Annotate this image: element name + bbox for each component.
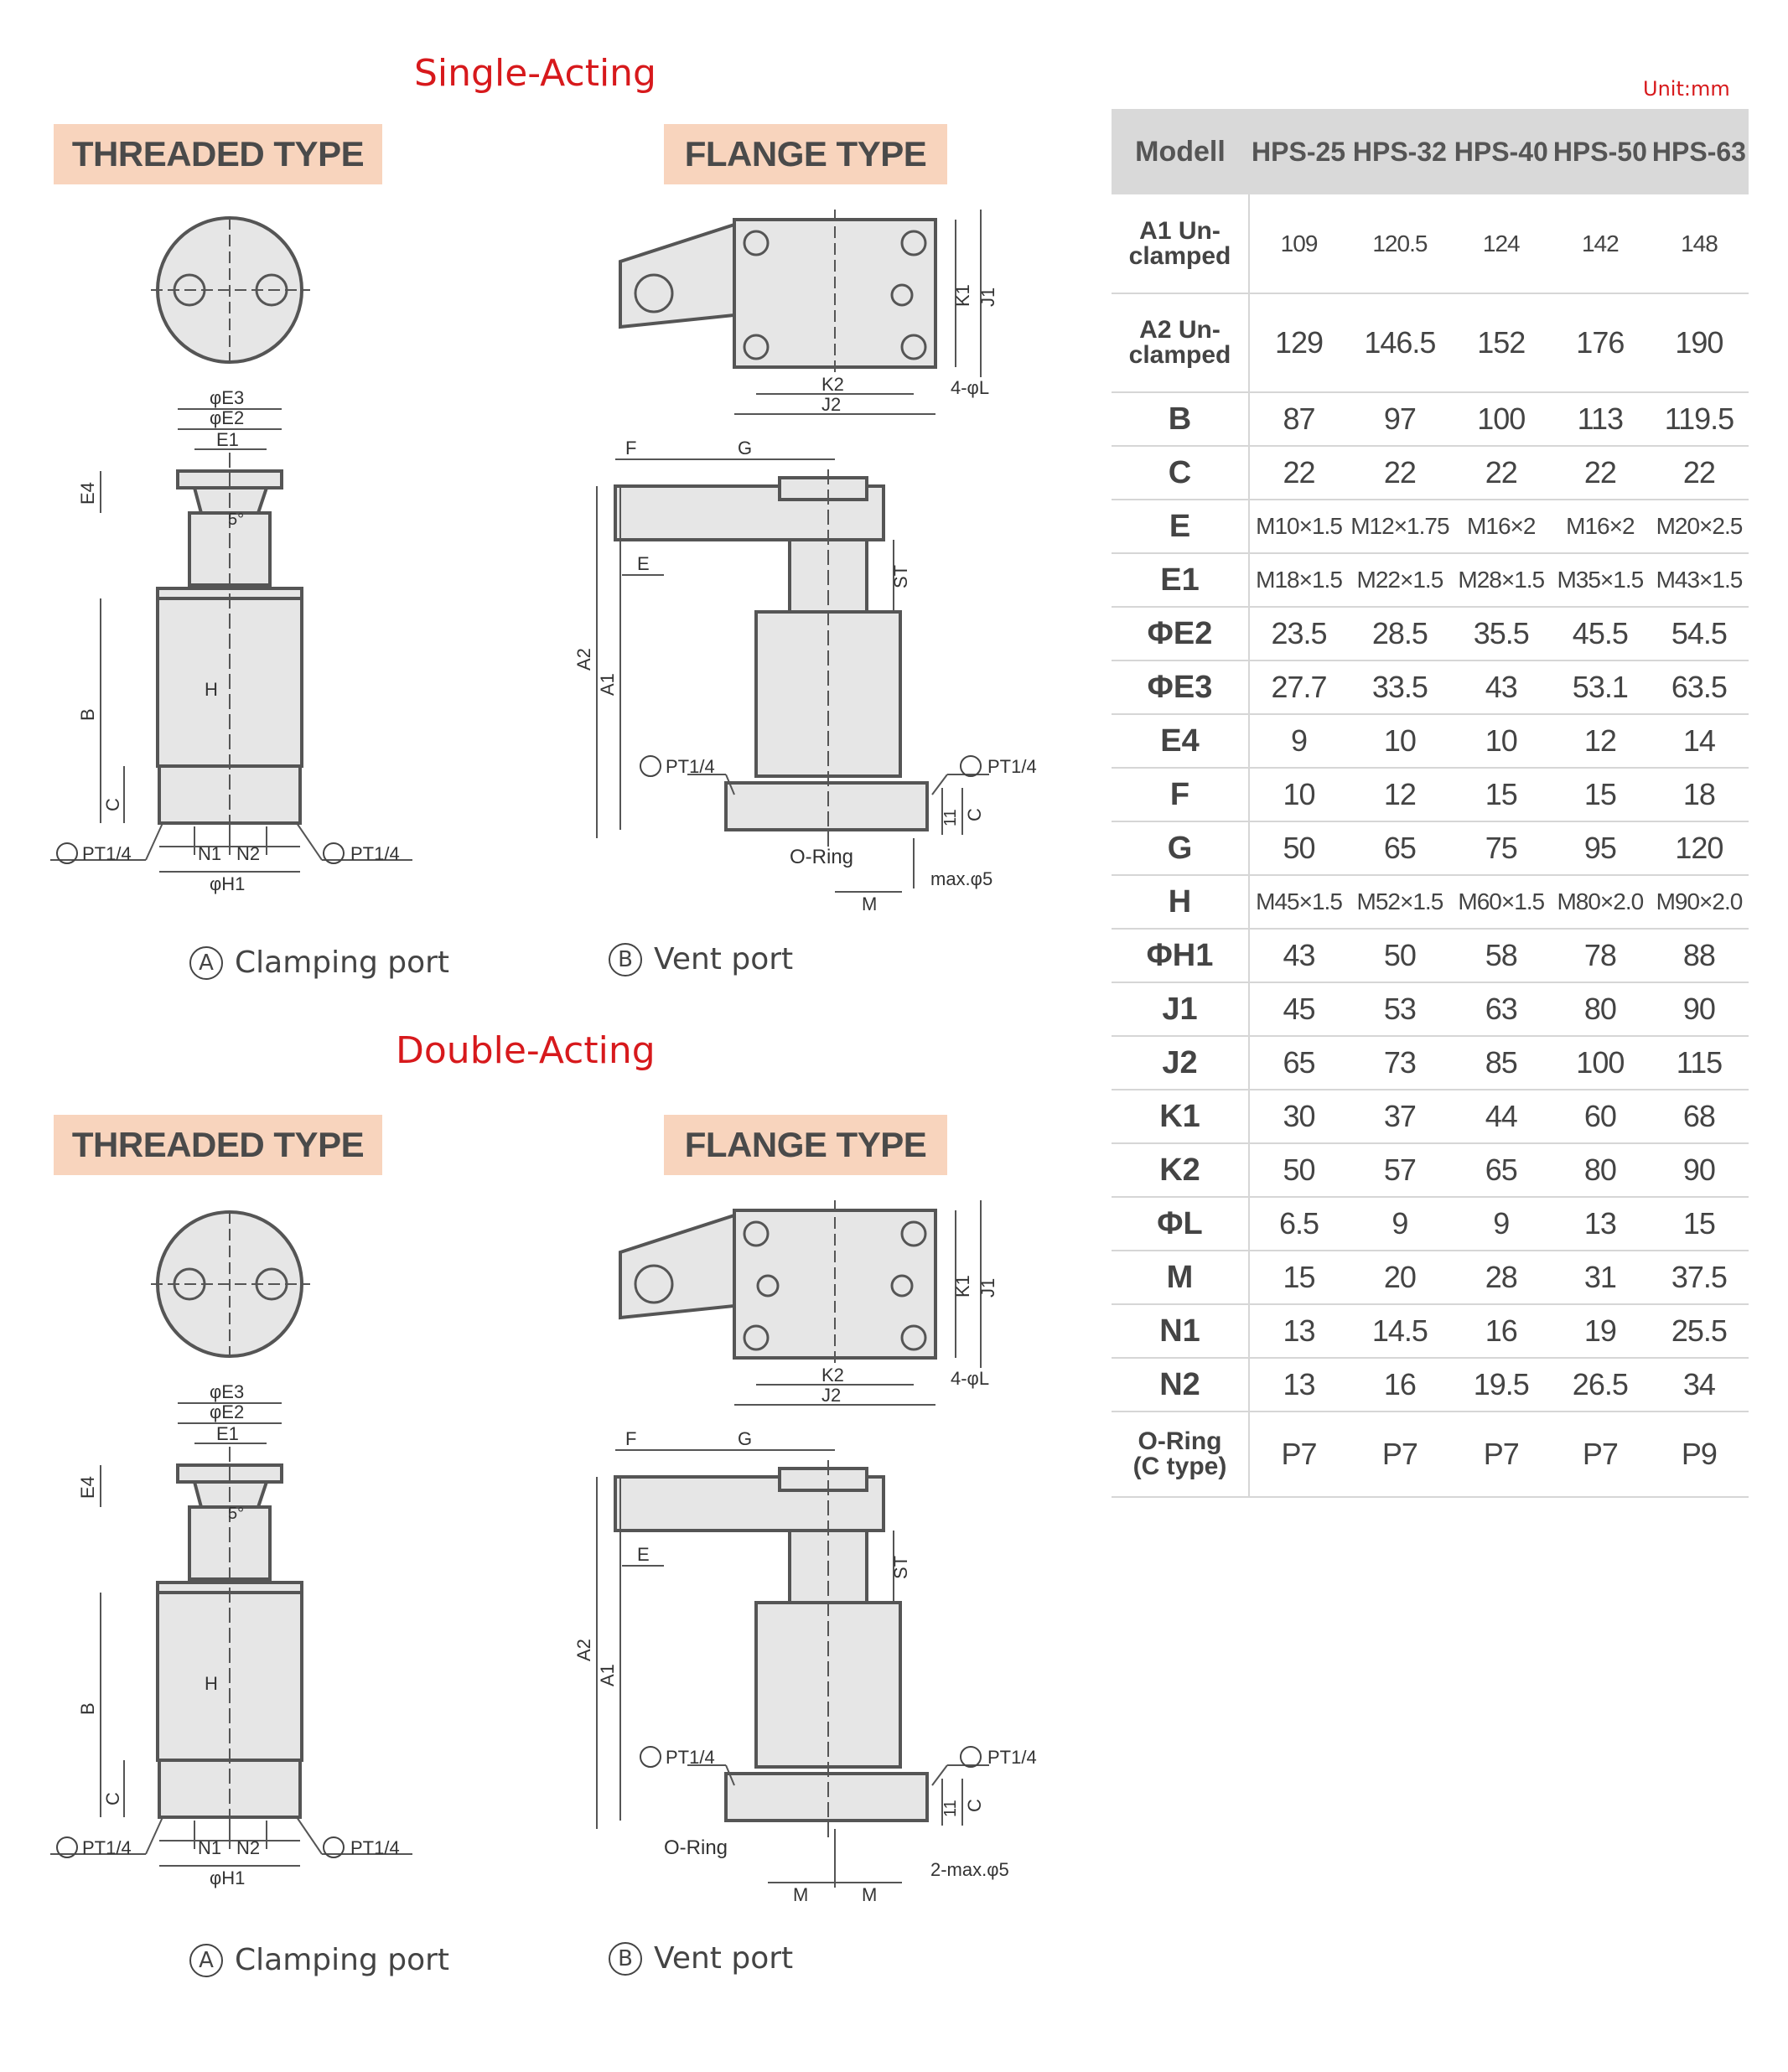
table-cell: 15 — [1452, 768, 1551, 821]
table-cell: 28.5 — [1348, 607, 1452, 660]
table-cell: 100 — [1551, 1036, 1650, 1090]
table-cell: 14 — [1650, 714, 1749, 768]
table-cell: 45.5 — [1551, 607, 1650, 660]
table-cell: 26.5 — [1551, 1358, 1650, 1412]
dim-m-label: M — [793, 1884, 809, 1905]
dim-e4-label: E4 — [77, 482, 98, 505]
table-cell: M16×2 — [1551, 500, 1650, 553]
table-cell: M45×1.5 — [1249, 875, 1348, 929]
table-cell: 9 — [1348, 1197, 1452, 1251]
table-cell: P7 — [1348, 1412, 1452, 1497]
oring-label: O-Ring — [664, 1836, 728, 1859]
dim-l-label: 4-φL — [951, 1368, 990, 1389]
table-row — [1112, 607, 1749, 660]
port-b-label: PT1/4 — [82, 843, 132, 864]
dim-e-label: E — [637, 1544, 650, 1565]
table-row — [1112, 1304, 1749, 1358]
table-row — [1112, 1197, 1749, 1251]
circle-b-icon: B — [609, 1942, 642, 1976]
table-cell: 27.7 — [1249, 660, 1348, 714]
table-cell: 95 — [1551, 821, 1650, 875]
row-label: N1 — [1112, 1304, 1249, 1358]
flange-type-label: FLANGE TYPE — [664, 124, 947, 184]
dim-n2-label: N2 — [236, 843, 261, 864]
dim-j2-label: J2 — [821, 394, 842, 415]
table-cell: 22 — [1551, 446, 1650, 500]
table-row — [1112, 446, 1749, 500]
table-cell: 31 — [1551, 1251, 1650, 1304]
table-cell: 13 — [1249, 1358, 1348, 1412]
table-cell: 88 — [1650, 929, 1749, 982]
table-cell: 75 — [1452, 821, 1551, 875]
dim-e3-label: φE3 — [210, 1381, 245, 1402]
row-label: J2 — [1112, 1036, 1249, 1090]
table-cell: P7 — [1249, 1412, 1348, 1497]
port-a-marker-icon — [961, 1747, 981, 1767]
dim-b-label: B — [77, 708, 98, 721]
row-label: N2 — [1112, 1358, 1249, 1412]
table-row — [1112, 714, 1749, 768]
table-cell: 90 — [1650, 982, 1749, 1036]
angle-label: 5° — [228, 1505, 245, 1523]
table-cell: 85 — [1452, 1036, 1551, 1090]
dim-n2-label: N2 — [236, 1837, 261, 1858]
dim-f-label: F — [625, 1428, 637, 1449]
dim-e2-label: φE2 — [210, 1401, 245, 1422]
table-cell: 15 — [1249, 1251, 1348, 1304]
dim-c-label: C — [964, 808, 985, 821]
table-cell: 53 — [1348, 982, 1452, 1036]
table-row — [1112, 929, 1749, 982]
flange-side-view — [615, 1460, 927, 1837]
dim-h-label: H — [205, 1673, 218, 1694]
table-cell: 30 — [1249, 1090, 1348, 1143]
table-cell: 54.5 — [1650, 607, 1749, 660]
port-b-label: PT1/4 — [666, 756, 715, 777]
table-cell: 12 — [1348, 768, 1452, 821]
table-cell: 18 — [1650, 768, 1749, 821]
table-cell: 45 — [1249, 982, 1348, 1036]
row-label: E1 — [1112, 553, 1249, 607]
legend-text: Vent port — [654, 1941, 794, 1976]
table-cell: M18×1.5 — [1249, 553, 1348, 607]
dim-e4-label: E4 — [77, 1476, 98, 1499]
table-cell: 57 — [1348, 1143, 1452, 1197]
dim-h1-label: φH1 — [210, 1867, 246, 1888]
flange-top-view — [620, 210, 935, 377]
spec-table — [1112, 109, 1749, 1498]
table-cell: 63.5 — [1650, 660, 1749, 714]
table-cell: 13 — [1249, 1304, 1348, 1358]
table-cell: 80 — [1551, 1143, 1650, 1197]
dim-c-label: C — [964, 1799, 985, 1812]
flange-type-label-double: FLANGE TYPE — [664, 1115, 947, 1175]
circle-a-icon: A — [189, 1944, 223, 1977]
table-cell: 25.5 — [1650, 1304, 1749, 1358]
header-model-2: HPS-32 — [1348, 109, 1452, 194]
dim-j1-label: J1 — [977, 1277, 998, 1298]
table-cell: 68 — [1650, 1090, 1749, 1143]
port-a-label: PT1/4 — [987, 1747, 1037, 1768]
dim-11-label: 11 — [941, 1800, 960, 1817]
row-label: M — [1112, 1251, 1249, 1304]
dim-e2-label: φE2 — [210, 407, 245, 428]
max-phi-label: max.φ5 — [930, 868, 993, 889]
table-cell: M43×1.5 — [1650, 553, 1749, 607]
table-cell: 19 — [1551, 1304, 1650, 1358]
table-cell: 22 — [1348, 446, 1452, 500]
table-cell: 73 — [1348, 1036, 1452, 1090]
row-label: ΦE2 — [1112, 607, 1249, 660]
dim-h1-label: φH1 — [210, 873, 246, 894]
port-b-label: PT1/4 — [666, 1747, 715, 1768]
legend-vent-port — [609, 942, 793, 976]
dim-a1-label: A1 — [597, 1664, 618, 1686]
table-cell: 50 — [1249, 821, 1348, 875]
port-a-label: PT1/4 — [350, 1837, 400, 1858]
table-cell: 87 — [1249, 392, 1348, 446]
table-cell: 14.5 — [1348, 1304, 1452, 1358]
table-cell: M22×1.5 — [1348, 553, 1452, 607]
table-cell: M10×1.5 — [1249, 500, 1348, 553]
dim-b-label: B — [77, 1702, 98, 1715]
threaded-top-view — [151, 1212, 310, 1356]
dim-g-label: G — [738, 1428, 753, 1449]
dim-k1-label: K1 — [952, 1275, 973, 1298]
table-cell: M90×2.0 — [1650, 875, 1749, 929]
table-cell: 22 — [1452, 446, 1551, 500]
table-cell: 146.5 — [1348, 293, 1452, 392]
row-label: H — [1112, 875, 1249, 929]
dim-st-label: ST — [890, 1555, 911, 1579]
table-row — [1112, 1090, 1749, 1143]
table-cell: 119.5 — [1650, 392, 1749, 446]
table-cell: 10 — [1452, 714, 1551, 768]
table-cell: 142 — [1551, 194, 1650, 293]
row-label: A2 Un-clamped — [1112, 293, 1249, 392]
table-row — [1112, 1036, 1749, 1090]
table-cell: 15 — [1650, 1197, 1749, 1251]
flange-top-view — [620, 1200, 935, 1368]
table-cell: 10 — [1348, 714, 1452, 768]
table-row — [1112, 768, 1749, 821]
threaded-drawing-double — [0, 1195, 436, 1916]
table-cell: 12 — [1551, 714, 1650, 768]
header-model-4: HPS-50 — [1551, 109, 1650, 194]
table-cell: 120 — [1650, 821, 1749, 875]
table-cell: 50 — [1249, 1143, 1348, 1197]
double-acting-title: Double-Acting — [396, 1029, 656, 1072]
row-label: K2 — [1112, 1143, 1249, 1197]
row-label: A1 Un-clamped — [1112, 194, 1249, 293]
table-cell: 10 — [1249, 768, 1348, 821]
row-label: K1 — [1112, 1090, 1249, 1143]
table-cell: 124 — [1452, 194, 1551, 293]
dim-k2-label: K2 — [821, 1365, 844, 1386]
table-cell: 33.5 — [1348, 660, 1452, 714]
port-a-label: PT1/4 — [987, 756, 1037, 777]
table-cell: 43 — [1249, 929, 1348, 982]
dim-m-label-2: M — [862, 1884, 878, 1905]
dim-a2-label: A2 — [573, 648, 594, 671]
dim-e1-label: E1 — [216, 429, 239, 450]
table-cell: 58 — [1452, 929, 1551, 982]
table-cell: M28×1.5 — [1452, 553, 1551, 607]
spec-table-body — [1112, 194, 1749, 1497]
dim-n1-label: N1 — [198, 843, 222, 864]
table-row — [1112, 1412, 1749, 1497]
table-cell: M80×2.0 — [1551, 875, 1650, 929]
dim-e-label: E — [637, 553, 650, 574]
legend-text: Clamping port — [235, 945, 450, 980]
table-row — [1112, 1251, 1749, 1304]
table-cell: 9 — [1452, 1197, 1551, 1251]
dim-m-label: M — [862, 894, 878, 914]
table-cell: 16 — [1452, 1304, 1551, 1358]
table-cell: 6.5 — [1249, 1197, 1348, 1251]
legend-clamping-port — [189, 945, 449, 980]
table-cell: 13 — [1551, 1197, 1650, 1251]
table-cell: 44 — [1452, 1090, 1551, 1143]
legend-text: Vent port — [654, 942, 794, 976]
table-cell: P7 — [1452, 1412, 1551, 1497]
table-cell: 190 — [1650, 293, 1749, 392]
row-label: E4 — [1112, 714, 1249, 768]
table-cell: 35.5 — [1452, 607, 1551, 660]
single-acting-title: Single-Acting — [414, 52, 656, 95]
dim-n1-label: N1 — [198, 1837, 222, 1858]
port-a-marker-icon — [961, 756, 981, 776]
table-cell: 109 — [1249, 194, 1348, 293]
angle-label: 5° — [228, 510, 245, 529]
table-cell: 19.5 — [1452, 1358, 1551, 1412]
table-cell: 176 — [1551, 293, 1650, 392]
dim-c-label: C — [102, 1792, 123, 1805]
header-model-5: HPS-63 — [1650, 109, 1749, 194]
table-row — [1112, 821, 1749, 875]
threaded-type-label-double: THREADED TYPE — [54, 1115, 382, 1175]
dim-l-label: 4-φL — [951, 377, 990, 398]
table-cell: 22 — [1249, 446, 1348, 500]
table-cell: M35×1.5 — [1551, 553, 1650, 607]
table-cell: 129 — [1249, 293, 1348, 392]
table-cell: M52×1.5 — [1348, 875, 1452, 929]
threaded-drawing — [0, 201, 436, 922]
flange-drawing — [570, 201, 1073, 922]
dim-f-label: F — [625, 438, 637, 458]
dim-e1-label: E1 — [216, 1423, 239, 1444]
table-cell: 50 — [1348, 929, 1452, 982]
table-row — [1112, 500, 1749, 553]
dim-a2-label: A2 — [573, 1639, 594, 1661]
row-label: C — [1112, 446, 1249, 500]
table-row — [1112, 553, 1749, 607]
table-cell: M12×1.75 — [1348, 500, 1452, 553]
table-row — [1112, 660, 1749, 714]
table-cell: 78 — [1551, 929, 1650, 982]
table-cell: 63 — [1452, 982, 1551, 1036]
table-cell: 115 — [1650, 1036, 1749, 1090]
table-cell: 90 — [1650, 1143, 1749, 1197]
threaded-top-view — [151, 218, 310, 362]
table-cell: 53.1 — [1551, 660, 1650, 714]
header-model-1: HPS-25 — [1249, 109, 1348, 194]
row-label: J1 — [1112, 982, 1249, 1036]
dim-j2-label: J2 — [821, 1385, 842, 1406]
dim-h-label: H — [205, 679, 218, 700]
circle-b-icon: B — [609, 943, 642, 976]
dim-c-label: C — [102, 798, 123, 811]
table-cell: 60 — [1551, 1090, 1650, 1143]
port-b-marker-icon — [640, 1747, 661, 1767]
table-row — [1112, 392, 1749, 446]
dim-st-label: ST — [890, 564, 911, 588]
dim-11-label: 11 — [941, 809, 960, 826]
row-label: ΦE3 — [1112, 660, 1249, 714]
table-row — [1112, 1358, 1749, 1412]
oring-label: O-Ring — [790, 846, 854, 868]
legend-text: Clamping port — [235, 1943, 450, 1977]
row-label: G — [1112, 821, 1249, 875]
table-cell: P7 — [1551, 1412, 1650, 1497]
table-cell: 43 — [1452, 660, 1551, 714]
table-cell: 16 — [1348, 1358, 1452, 1412]
port-b-marker-icon — [640, 756, 661, 776]
spec-table-header — [1112, 109, 1749, 194]
threaded-type-label: THREADED TYPE — [54, 124, 382, 184]
dim-k2-label: K2 — [821, 374, 844, 395]
max-phi-label: 2-max.φ5 — [930, 1859, 1009, 1880]
unit-label: Unit:mm — [1643, 77, 1730, 101]
table-cell: 9 — [1249, 714, 1348, 768]
row-label: O-Ring (C type) — [1112, 1412, 1249, 1497]
legend-vent-port-double — [609, 1941, 793, 1976]
row-label: B — [1112, 392, 1249, 446]
table-cell: M16×2 — [1452, 500, 1551, 553]
header-model-3: HPS-40 — [1452, 109, 1551, 194]
legend-clamping-port-double — [189, 1943, 449, 1977]
table-cell: 113 — [1551, 392, 1650, 446]
circle-a-icon: A — [189, 946, 223, 980]
table-cell: 20 — [1348, 1251, 1452, 1304]
table-cell: 15 — [1551, 768, 1650, 821]
row-label: ΦL — [1112, 1197, 1249, 1251]
table-cell: 22 — [1650, 446, 1749, 500]
port-a-label: PT1/4 — [350, 843, 400, 864]
table-cell: M60×1.5 — [1452, 875, 1551, 929]
table-row — [1112, 1143, 1749, 1197]
table-cell: P9 — [1650, 1412, 1749, 1497]
dim-g-label: G — [738, 438, 753, 458]
row-label: ΦH1 — [1112, 929, 1249, 982]
table-cell: 80 — [1551, 982, 1650, 1036]
header-modell: Modell — [1112, 109, 1249, 194]
table-cell: M20×2.5 — [1650, 500, 1749, 553]
row-label: F — [1112, 768, 1249, 821]
table-row — [1112, 875, 1749, 929]
flange-side-view — [615, 469, 927, 847]
table-row — [1112, 293, 1749, 392]
table-cell: 65 — [1348, 821, 1452, 875]
dim-a1-label: A1 — [597, 673, 618, 696]
table-cell: 65 — [1452, 1143, 1551, 1197]
table-cell: 37 — [1348, 1090, 1452, 1143]
table-cell: 97 — [1348, 392, 1452, 446]
table-cell: 65 — [1249, 1036, 1348, 1090]
table-cell: 152 — [1452, 293, 1551, 392]
spec-header-row — [1112, 109, 1749, 194]
dim-j1-label: J1 — [977, 287, 998, 307]
table-cell: 120.5 — [1348, 194, 1452, 293]
table-cell: 148 — [1650, 194, 1749, 293]
table-cell: 28 — [1452, 1251, 1551, 1304]
table-cell: 34 — [1650, 1358, 1749, 1412]
row-label: E — [1112, 500, 1249, 553]
dim-e3-label: φE3 — [210, 387, 245, 408]
port-b-label: PT1/4 — [82, 1837, 132, 1858]
dim-k1-label: K1 — [952, 284, 973, 307]
table-cell: 23.5 — [1249, 607, 1348, 660]
table-row — [1112, 982, 1749, 1036]
table-row — [1112, 194, 1749, 293]
table-cell: 37.5 — [1650, 1251, 1749, 1304]
flange-drawing-double — [570, 1192, 1073, 1913]
table-cell: 100 — [1452, 392, 1551, 446]
